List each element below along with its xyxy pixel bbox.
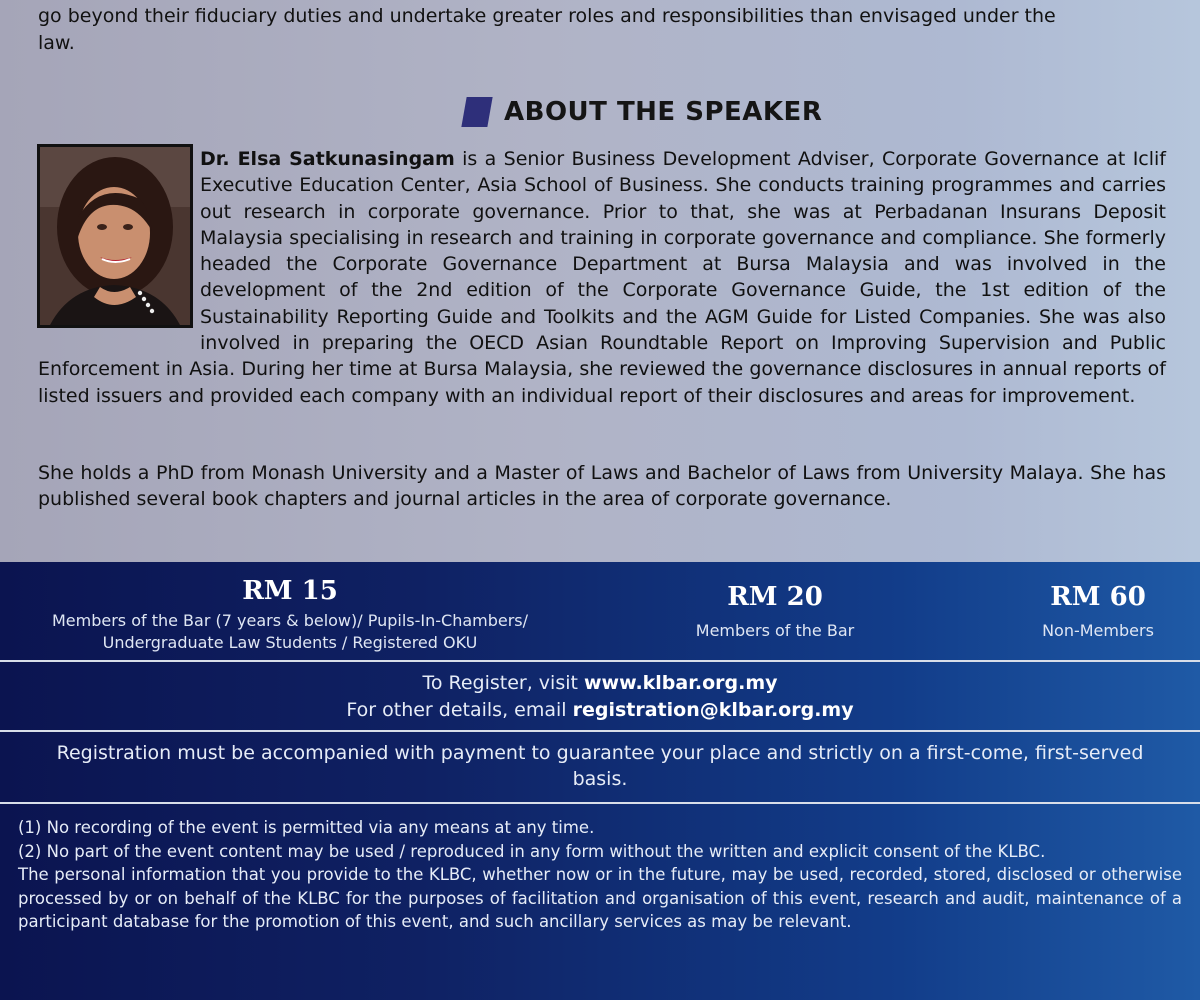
square-icon [461,97,492,127]
register-visit-label: To Register, visit [422,672,584,694]
fee-price: RM 15 [242,576,338,606]
speaker-name: Dr. Elsa Satkunasingam [200,148,455,170]
speaker-bio-text: is a Senior Business Development Adviser, Corporate Governance at Iclif Executive Education Center, Asia School of Business. She conducts training programmes and carries out research in corporate governance. Prior to that, she was at Perbadanan Insurans Deposit Malaysia specialising in research and training in corporate governance and compliance. She formerly headed the Corporate Governance Department at Bursa Malaysia and was involved in the development of the 2nd edition of the Corporate Governance Guide, the 1st edition of the Sustainability Reporting Guide and Toolkits and the AGM Guide for Listed Companies. She was also involved in preparing the OECD Asian Roundtable Report on Improving Supervision and Public Enforcement in Asia. During her time at Bursa Malaysia, she reviewed the governance disclosures in annual reports of listed issuers and provided each company with an individual report of their disclosures and areas for improvement. [38,148,1167,407]
fee-description: Non-Members [1042,621,1154,640]
privacy-notice: The personal information that you provide to the KLBC, whether now or in the future, may be used, recorded, stored, disclosed or otherwise processed by or on behalf of the KLBC for the purposes of facilitation and organisation of this event, research and audit, maintenance of a participant database for the promotion of this event, and such ancillary services as may be relevant. [18,865,1182,931]
fee-description: Undergraduate Law Students / Registered OKU [102,633,478,652]
fine-print-item: (1) No recording of the event is permitted via any means at any time. [18,818,595,837]
fee-description: Members of the Bar (7 years & below)/ Pupils-In-Chambers/ [51,611,529,630]
fine-print [18,816,1182,934]
fee-option-rm60 [1000,582,1196,642]
registration-panel [0,562,1200,1000]
register-email-label: For other details, email [346,699,573,721]
speaker-education: She holds a PhD from Monash University and a Master of Laws and Bachelor of Laws from University Malaya. She has published several book chapters and journal articles in the area of corporate governance. [38,462,1166,511]
payment-notice: Registration must be accompanied with payment to guarantee your place and strictly on a first-come, first-served basis. [56,742,1144,790]
register-info [0,670,1200,724]
divider [0,660,1200,662]
fine-print-item: (2) No part of the event content may be used / reproduced in any form without the written and explicit consent of the KLBC. [18,841,1046,861]
register-email-link[interactable]: registration@klbar.org.my [572,699,854,721]
fee-price: RM 60 [1050,582,1146,612]
fee-description: Members of the Bar [695,621,855,640]
speaker-bio [38,146,1166,409]
fee-option-rm15 [30,576,550,654]
section-heading [464,94,822,130]
intro-text-line-1: go beyond their fiduciary duties and undertake greater roles and responsibilities than envisaged under the [38,5,1056,27]
divider [0,802,1200,804]
register-url-link[interactable]: www.klbar.org.my [584,672,778,694]
fee-price: RM 20 [727,582,823,612]
intro-text-line-2: law. [38,32,75,54]
section-title: ABOUT THE SPEAKER [504,97,823,127]
fee-option-rm20 [660,582,890,642]
divider [0,730,1200,732]
